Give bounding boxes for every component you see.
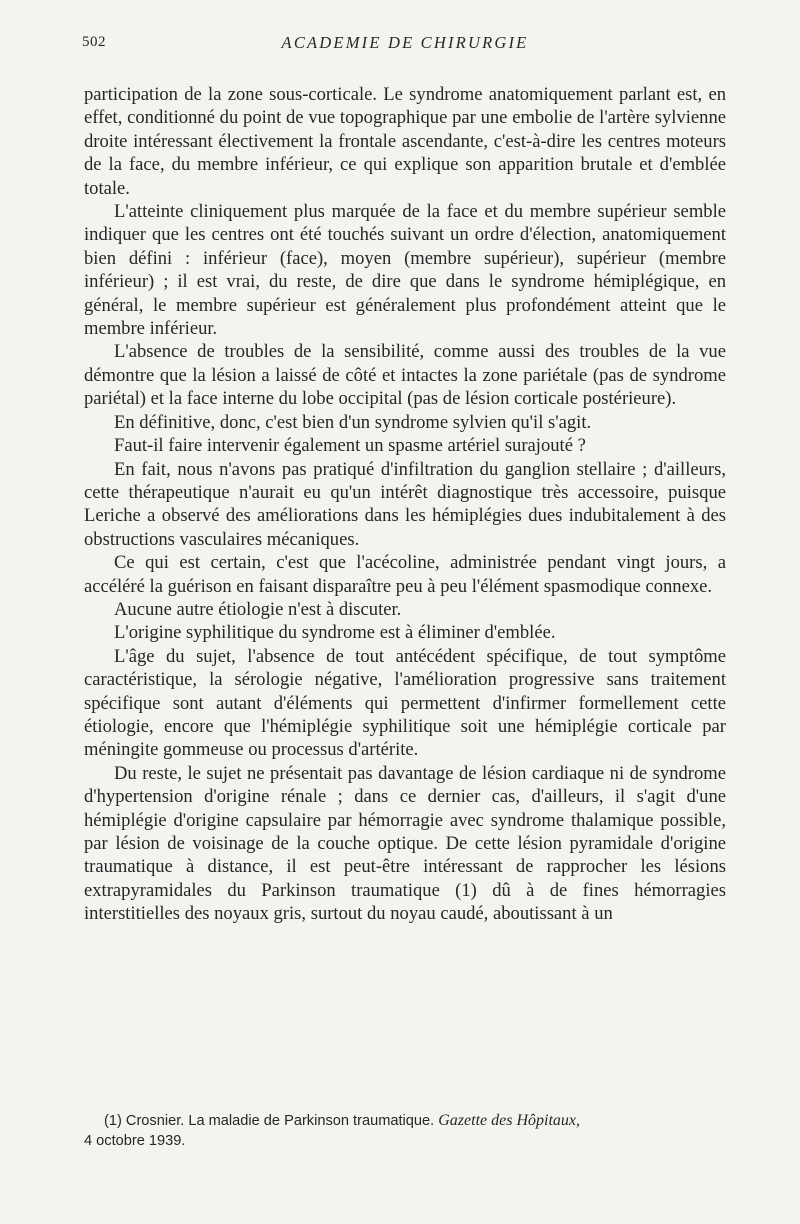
page [84, 28, 726, 926]
paragraph-3: L'absence de troubles de la sensibilité, comme aussi des troubles de la vue démontre que la lésion a laissé de côté et intactes la zone pariétale (pas de syndrome pariétal) et la face interne du lobe occipital (pas de lésion corticale postérieure). [84, 341, 726, 410]
paragraph-11: Du reste, le sujet ne présentait pas davantage de lésion cardiaque ni de syndrome d'hypertension d'origine rénale ; dans ce dernier cas, d'ailleurs, il s'agit d'une hémiplégie d'origine capsulaire par hémorragie avec syndrome thalamique possible, par lésion de voisinage de la couche optique. De cette lésion pyramidale d'origine traumatique à distance, il est peut-être intéressant de rapprocher les lésions extrapyramidales du Parkinson traumatique (1) dû à de fines hémorragies interstitielles des noyaux gris, surtout du noyau caudé, aboutissant à un [84, 762, 726, 925]
paragraph-10: L'âge du sujet, l'absence de tout antécédent spécifique, de tout symptôme caractéristique, la sérologie négative, l'amélioration progressive sans traitement spécifique sont autant d'éléments qui permettent d'infirmer formellement cette étiologie, encore que l'hémiplégie syphilitique soit une hémiplégie corticale par méningite gommeuse ou processus d'artérite. [84, 645, 726, 761]
paragraph-4: En définitive, donc, c'est bien d'un syndrome sylvien qu'il s'agit. [114, 411, 592, 433]
footnote-text: Crosnier. La maladie de Parkinson traumatique. [125, 1113, 435, 1129]
footnote-date: 4 octobre 1939. [84, 1132, 186, 1149]
paragraph-9: L'origine syphilitique du syndrome est à éliminer d'emblée. [114, 622, 556, 644]
running-title: ACADEMIE DE CHIRURGIE [281, 33, 529, 52]
paragraph-1: participation de la zone sous-corticale. Le syndrome anatomiquement parlant est, en effet, conditionné du point de vue topographique par une embolie de l'artère sylvienne droite intéressant électivement la frontale ascendante, c'est-à-dire les centres moteurs de la face, du membre inférieur, ce qui explique son apparition brutale et d'emblée totale. [84, 84, 726, 199]
paragraph-5: Faut-il faire intervenir également un spasme artériel surajouté ? [114, 435, 586, 457]
body-text [84, 83, 726, 926]
page-number: 502 [82, 34, 106, 50]
footnote [84, 1111, 726, 1151]
paragraph-8: Aucune autre étiologie n'est à discuter. [114, 598, 402, 620]
paragraph-6: En fait, nous n'avons pas pratiqué d'infiltration du ganglion stellaire ; d'ailleurs, cette thérapeutique n'aurait eu qu'un intérêt diagnostique très accessoire, puisque Leriche a observé des améliorations dans les hémiplégies dues indubitalement à des obstructions vasculaires mécaniques. [84, 458, 726, 550]
paragraph-2: L'atteinte cliniquement plus marquée de la face et du membre supérieur semble indiquer que les centres ont été touchés suivant un ordre d'élection, anatomiquement bien défini : inférieur (face), moyen (membre supérieur), supérieur (membre inférieur) ; il est vrai, du reste, de dire que dans le syndrome hémiplégique, en général, le membre supérieur est généralement plus profondément atteint que le membre inférieur. [84, 201, 726, 340]
paragraph-7: Ce qui est certain, c'est que l'acécoline, administrée pendant vingt jours, a accéléré la guérison en faisant disparaître peu à peu l'élément spasmodique connexe. [84, 552, 726, 597]
page-header [84, 28, 726, 58]
footnote-journal: Gazette des Hôpitaux, [438, 1112, 580, 1129]
footnote-marker: (1) [104, 1113, 122, 1129]
